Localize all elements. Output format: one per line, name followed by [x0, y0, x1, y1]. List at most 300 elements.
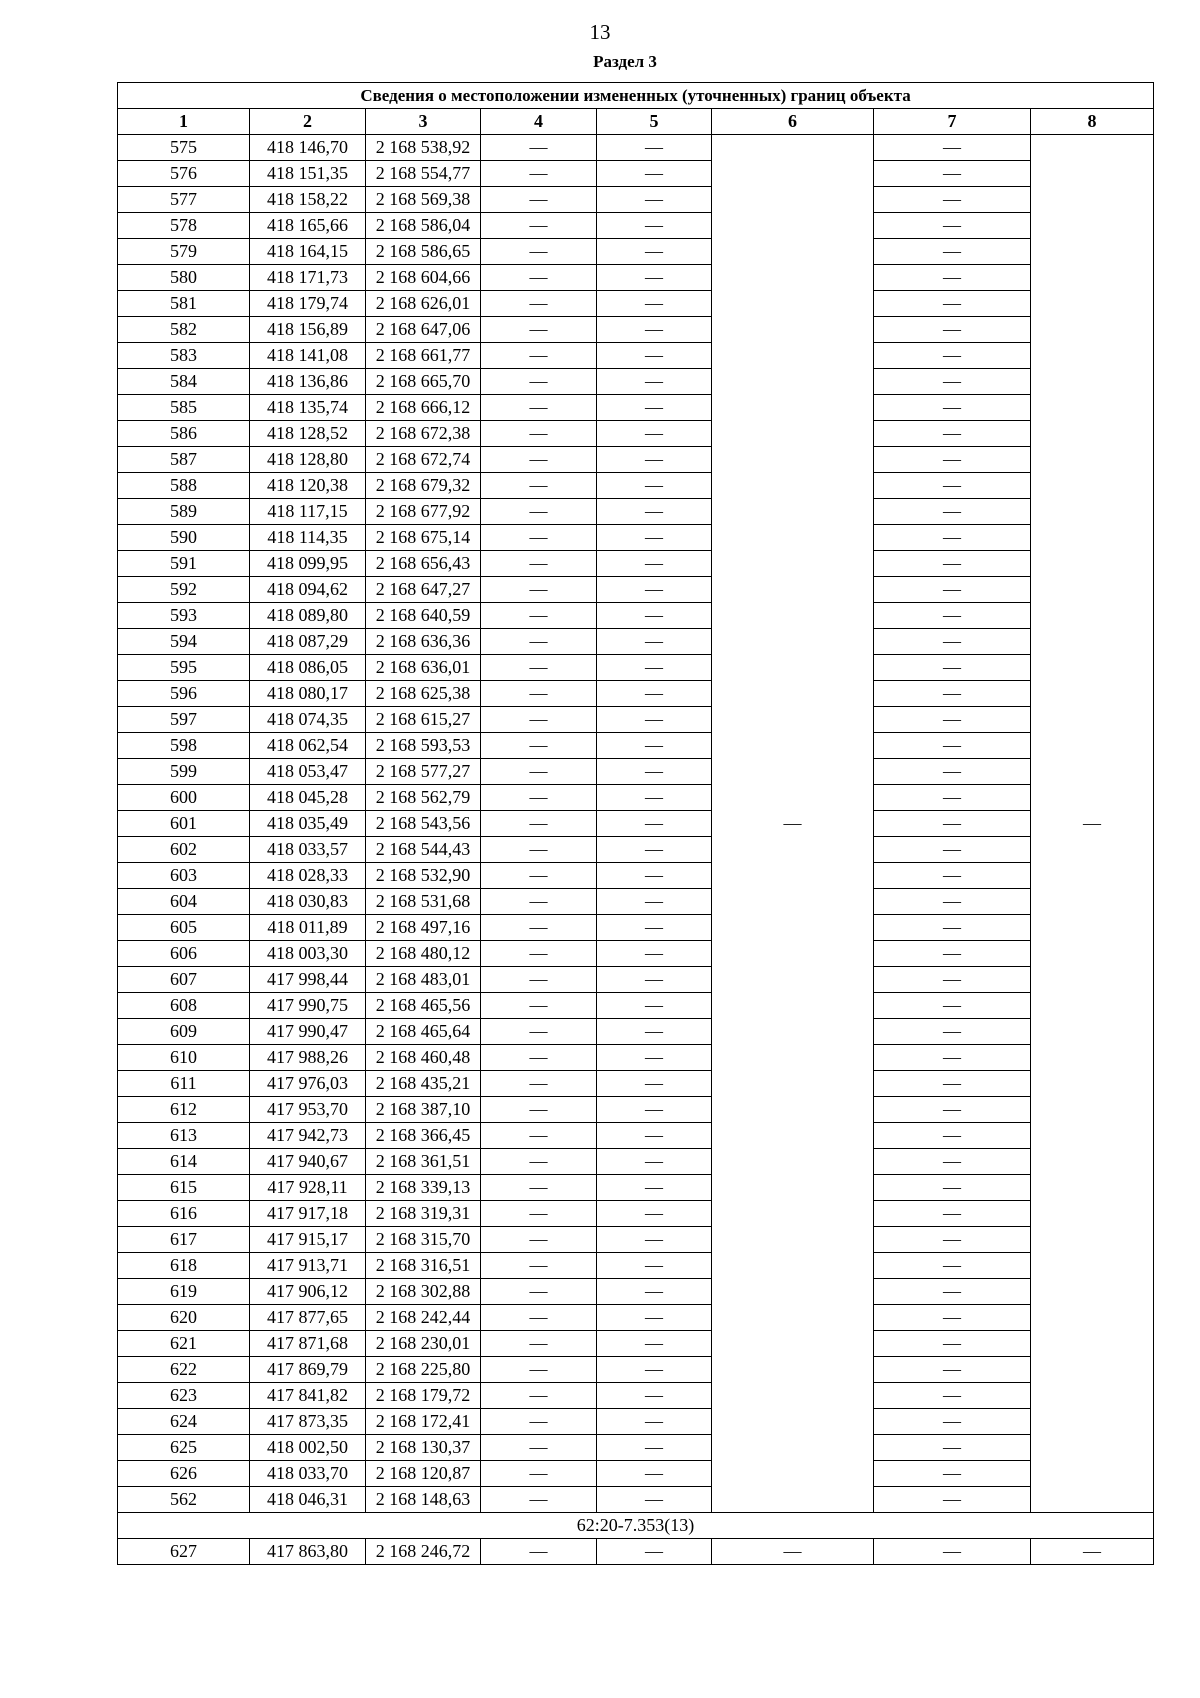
column-4-value: —: [481, 1539, 597, 1565]
column-4-value: —: [481, 161, 597, 187]
table-row: [118, 1227, 1154, 1253]
column-4-value: —: [481, 603, 597, 629]
point-number: 600: [118, 785, 250, 811]
column-4-value: —: [481, 1461, 597, 1487]
column-5-value: —: [597, 551, 712, 577]
coordinate-x: 417 869,79: [250, 1357, 366, 1383]
column-4-value: —: [481, 369, 597, 395]
column-5-value: —: [597, 577, 712, 603]
coordinate-y: 2 168 679,32: [366, 473, 481, 499]
table-row: [118, 707, 1154, 733]
column-7-value: —: [874, 317, 1031, 343]
column-5-value: —: [597, 1305, 712, 1331]
coordinate-x: 418 030,83: [250, 889, 366, 915]
coordinate-x: 418 151,35: [250, 161, 366, 187]
column-7-value: —: [874, 1539, 1031, 1565]
column-header: 5: [597, 109, 712, 135]
coordinate-y: 2 168 497,16: [366, 915, 481, 941]
column-6-value: —: [712, 1539, 874, 1565]
column-4-value: —: [481, 1123, 597, 1149]
column-4-value: —: [481, 915, 597, 941]
column-5-value: —: [597, 1383, 712, 1409]
column-7-value: —: [874, 1435, 1031, 1461]
column-7-value: —: [874, 1097, 1031, 1123]
column-5-value: —: [597, 915, 712, 941]
column-header: 8: [1031, 109, 1154, 135]
column-7-value: —: [874, 499, 1031, 525]
coordinate-y: 2 168 246,72: [366, 1539, 481, 1565]
table-row: [118, 681, 1154, 707]
point-number: 576: [118, 161, 250, 187]
column-8-value: —: [1031, 1539, 1154, 1565]
column-header: 7: [874, 109, 1031, 135]
point-number: 604: [118, 889, 250, 915]
table-row: [118, 343, 1154, 369]
coordinate-y: 2 168 666,12: [366, 395, 481, 421]
coordinate-y: 2 168 483,01: [366, 967, 481, 993]
column-7-value: —: [874, 889, 1031, 915]
coordinate-x: 417 940,67: [250, 1149, 366, 1175]
column-4-value: —: [481, 551, 597, 577]
coordinate-x: 418 128,52: [250, 421, 366, 447]
table-row: [118, 915, 1154, 941]
column-5-value: —: [597, 1123, 712, 1149]
point-number: 616: [118, 1201, 250, 1227]
table-row: [118, 369, 1154, 395]
point-number: 622: [118, 1357, 250, 1383]
column-5-value: —: [597, 681, 712, 707]
column-4-value: —: [481, 1487, 597, 1513]
table-row: [118, 889, 1154, 915]
coordinate-y: 2 168 120,87: [366, 1461, 481, 1487]
coordinate-x: 418 002,50: [250, 1435, 366, 1461]
coordinate-x: 418 028,33: [250, 863, 366, 889]
column-4-value: —: [481, 863, 597, 889]
point-number: 582: [118, 317, 250, 343]
point-number: 609: [118, 1019, 250, 1045]
page-number: 13: [589, 20, 611, 44]
point-number: 578: [118, 213, 250, 239]
column-7-value: —: [874, 1357, 1031, 1383]
point-number: 627: [118, 1539, 250, 1565]
coordinate-x: 418 003,30: [250, 941, 366, 967]
column-4-value: —: [481, 1071, 597, 1097]
column-4-value: —: [481, 837, 597, 863]
table-row: [118, 655, 1154, 681]
column-4-value: —: [481, 447, 597, 473]
column-7-value: —: [874, 837, 1031, 863]
column-header: 6: [712, 109, 874, 135]
column-5-value: —: [597, 161, 712, 187]
table-row: [118, 291, 1154, 317]
coordinate-y: 2 168 615,27: [366, 707, 481, 733]
column-7-value: —: [874, 239, 1031, 265]
point-number: 585: [118, 395, 250, 421]
table-row: [118, 239, 1154, 265]
point-number: 620: [118, 1305, 250, 1331]
coordinate-x: 418 087,29: [250, 629, 366, 655]
column-7-value: —: [874, 655, 1031, 681]
column-4-value: —: [481, 1435, 597, 1461]
table-row: [118, 1097, 1154, 1123]
coordinate-x: 418 033,70: [250, 1461, 366, 1487]
column-4-value: —: [481, 629, 597, 655]
column-7-value: —: [874, 1253, 1031, 1279]
coordinate-y: 2 168 538,92: [366, 135, 481, 161]
column-header: 3: [366, 109, 481, 135]
column-7-value: —: [874, 733, 1031, 759]
point-number: 562: [118, 1487, 250, 1513]
table-body: [118, 135, 1154, 1565]
point-number: 610: [118, 1045, 250, 1071]
column-5-value: —: [597, 1097, 712, 1123]
column-5-value: —: [597, 239, 712, 265]
column-4-value: —: [481, 707, 597, 733]
column-7-value: —: [874, 1123, 1031, 1149]
coordinate-y: 2 168 586,04: [366, 213, 481, 239]
column-4-value: —: [481, 1045, 597, 1071]
table-row: [118, 447, 1154, 473]
coordinate-x: 417 990,75: [250, 993, 366, 1019]
coordinate-x: 417 871,68: [250, 1331, 366, 1357]
point-number: 575: [118, 135, 250, 161]
point-number: 587: [118, 447, 250, 473]
column-7-value: —: [874, 135, 1031, 161]
column-4-value: —: [481, 1149, 597, 1175]
coordinate-y: 2 168 339,13: [366, 1175, 481, 1201]
coordinate-x: 418 171,73: [250, 265, 366, 291]
column-5-value: —: [597, 785, 712, 811]
column-7-value: —: [874, 1461, 1031, 1487]
column-7-value: —: [874, 291, 1031, 317]
coordinate-y: 2 168 604,66: [366, 265, 481, 291]
point-number: 592: [118, 577, 250, 603]
coordinate-x: 418 094,62: [250, 577, 366, 603]
table-row: [118, 629, 1154, 655]
coordinate-y: 2 168 315,70: [366, 1227, 481, 1253]
point-number: 623: [118, 1383, 250, 1409]
table-row: [118, 1357, 1154, 1383]
coordinate-y: 2 168 675,14: [366, 525, 481, 551]
table-row: [118, 603, 1154, 629]
column-4-value: —: [481, 785, 597, 811]
column-7-value: —: [874, 1487, 1031, 1513]
coordinate-y: 2 168 625,38: [366, 681, 481, 707]
table-row: [118, 395, 1154, 421]
column-7-value: —: [874, 785, 1031, 811]
point-number: 626: [118, 1461, 250, 1487]
column-7-value: —: [874, 707, 1031, 733]
column-4-value: —: [481, 265, 597, 291]
point-number: 624: [118, 1409, 250, 1435]
column-5-value: —: [597, 1461, 712, 1487]
point-number: 605: [118, 915, 250, 941]
coordinate-y: 2 168 577,27: [366, 759, 481, 785]
table-row: [118, 1409, 1154, 1435]
point-number: 584: [118, 369, 250, 395]
coordinate-y: 2 168 225,80: [366, 1357, 481, 1383]
point-number: 612: [118, 1097, 250, 1123]
coordinate-x: 418 114,35: [250, 525, 366, 551]
column-4-value: —: [481, 499, 597, 525]
coordinate-y: 2 168 554,77: [366, 161, 481, 187]
coordinate-x: 417 841,82: [250, 1383, 366, 1409]
table-row: [118, 525, 1154, 551]
coordinate-x: 418 046,31: [250, 1487, 366, 1513]
table-row: [118, 1487, 1154, 1513]
coordinate-x: 417 917,18: [250, 1201, 366, 1227]
point-number: 617: [118, 1227, 250, 1253]
column-7-value: —: [874, 1409, 1031, 1435]
coordinate-x: 418 045,28: [250, 785, 366, 811]
column-5-value: —: [597, 499, 712, 525]
coordinate-x: 418 164,15: [250, 239, 366, 265]
table-row: [118, 473, 1154, 499]
coordinate-y: 2 168 435,21: [366, 1071, 481, 1097]
table-row: [118, 1279, 1154, 1305]
coordinate-y: 2 168 661,77: [366, 343, 481, 369]
column-5-value: —: [597, 447, 712, 473]
coordinate-y: 2 168 672,74: [366, 447, 481, 473]
coordinate-y: 2 168 626,01: [366, 291, 481, 317]
coordinate-x: 417 998,44: [250, 967, 366, 993]
point-number: 601: [118, 811, 250, 837]
column-4-value: —: [481, 733, 597, 759]
coordinate-y: 2 168 636,01: [366, 655, 481, 681]
point-number: 606: [118, 941, 250, 967]
coordinate-y: 2 168 647,27: [366, 577, 481, 603]
table-row: [118, 161, 1154, 187]
column-7-value: —: [874, 603, 1031, 629]
coordinate-x: 418 080,17: [250, 681, 366, 707]
point-number: 603: [118, 863, 250, 889]
column-7-value: —: [874, 681, 1031, 707]
column-7-value: —: [874, 577, 1031, 603]
column-5-value: —: [597, 993, 712, 1019]
column-5-value: —: [597, 1279, 712, 1305]
column-5-value: —: [597, 1149, 712, 1175]
coordinate-x: 417 906,12: [250, 1279, 366, 1305]
coordinate-x: 417 863,80: [250, 1539, 366, 1565]
point-number: 579: [118, 239, 250, 265]
column-5-value: —: [597, 1175, 712, 1201]
table-row: [118, 1461, 1154, 1487]
column-5-value: —: [597, 343, 712, 369]
table-row: [118, 863, 1154, 889]
point-number: 602: [118, 837, 250, 863]
column-7-value: —: [874, 1201, 1031, 1227]
column-4-value: —: [481, 577, 597, 603]
table-row: [118, 837, 1154, 863]
column-5-value: —: [597, 135, 712, 161]
point-number: 596: [118, 681, 250, 707]
column-4-value: —: [481, 1097, 597, 1123]
column-7-value: —: [874, 1305, 1031, 1331]
coordinate-x: 418 179,74: [250, 291, 366, 317]
coordinate-y: 2 168 316,51: [366, 1253, 481, 1279]
column-header: 2: [250, 109, 366, 135]
column-7-value: —: [874, 967, 1031, 993]
coordinate-x: 418 136,86: [250, 369, 366, 395]
column-7-value: —: [874, 759, 1031, 785]
point-number: 614: [118, 1149, 250, 1175]
column-5-value: —: [597, 1539, 712, 1565]
column-7-value: —: [874, 811, 1031, 837]
column-header: 1: [118, 109, 250, 135]
column-7-value: —: [874, 629, 1031, 655]
column-5-value: —: [597, 1071, 712, 1097]
column-4-value: —: [481, 525, 597, 551]
coordinate-y: 2 168 636,36: [366, 629, 481, 655]
point-number: 625: [118, 1435, 250, 1461]
column-7-value: —: [874, 265, 1031, 291]
coordinate-x: 418 120,38: [250, 473, 366, 499]
column-7-value: —: [874, 1071, 1031, 1097]
table-row: [118, 135, 1154, 161]
column-4-value: —: [481, 343, 597, 369]
coordinate-y: 2 168 172,41: [366, 1409, 481, 1435]
table-row: [118, 577, 1154, 603]
table-row: [118, 1071, 1154, 1097]
column-4-value: —: [481, 1227, 597, 1253]
column-7-value: —: [874, 551, 1031, 577]
column-4-value: —: [481, 317, 597, 343]
table-row: [118, 265, 1154, 291]
table-row: [118, 1175, 1154, 1201]
point-number: 619: [118, 1279, 250, 1305]
table-row: [118, 759, 1154, 785]
column-7-value: —: [874, 863, 1031, 889]
point-number: 594: [118, 629, 250, 655]
coordinate-x: 418 158,22: [250, 187, 366, 213]
column-5-value: —: [597, 421, 712, 447]
column-5-value: —: [597, 967, 712, 993]
coordinate-y: 2 168 242,44: [366, 1305, 481, 1331]
column-5-value: —: [597, 187, 712, 213]
column-4-value: —: [481, 993, 597, 1019]
point-number: 586: [118, 421, 250, 447]
column-5-value: —: [597, 265, 712, 291]
coordinate-x: 417 976,03: [250, 1071, 366, 1097]
column-5-value: —: [597, 707, 712, 733]
column-5-value: —: [597, 1331, 712, 1357]
column-5-value: —: [597, 525, 712, 551]
coordinate-x: 417 915,17: [250, 1227, 366, 1253]
column-5-value: —: [597, 733, 712, 759]
column-7-value: —: [874, 915, 1031, 941]
coordinate-y: 2 168 302,88: [366, 1279, 481, 1305]
column-8-merged-value: —: [1031, 135, 1154, 1513]
column-5-value: —: [597, 1227, 712, 1253]
column-7-value: —: [874, 1331, 1031, 1357]
column-5-value: —: [597, 603, 712, 629]
column-5-value: —: [597, 317, 712, 343]
coordinate-y: 2 168 531,68: [366, 889, 481, 915]
point-number: 595: [118, 655, 250, 681]
coordinate-y: 2 168 148,63: [366, 1487, 481, 1513]
column-7-value: —: [874, 1279, 1031, 1305]
point-number: 577: [118, 187, 250, 213]
table-row: [118, 1201, 1154, 1227]
table-row: [118, 993, 1154, 1019]
coordinate-x: 418 099,95: [250, 551, 366, 577]
column-5-value: —: [597, 655, 712, 681]
column-5-value: —: [597, 213, 712, 239]
column-5-value: —: [597, 941, 712, 967]
column-4-value: —: [481, 239, 597, 265]
group-label-row: [118, 1513, 1154, 1539]
column-5-value: —: [597, 1435, 712, 1461]
coordinate-y: 2 168 593,53: [366, 733, 481, 759]
table-caption: Сведения о местоположении измененных (уточненных) границ объекта: [118, 83, 1154, 109]
coordinate-y: 2 168 319,31: [366, 1201, 481, 1227]
column-4-value: —: [481, 395, 597, 421]
coordinate-x: 417 877,65: [250, 1305, 366, 1331]
column-4-value: —: [481, 473, 597, 499]
coordinate-x: 418 011,89: [250, 915, 366, 941]
table-row: [118, 811, 1154, 837]
coordinate-x: 417 988,26: [250, 1045, 366, 1071]
table-row: [118, 1123, 1154, 1149]
coordinate-y: 2 168 569,38: [366, 187, 481, 213]
coordinate-y: 2 168 465,64: [366, 1019, 481, 1045]
point-number: 590: [118, 525, 250, 551]
column-7-value: —: [874, 1019, 1031, 1045]
column-5-value: —: [597, 1409, 712, 1435]
point-number: 580: [118, 265, 250, 291]
point-number: 598: [118, 733, 250, 759]
coordinate-y: 2 168 532,90: [366, 863, 481, 889]
column-4-value: —: [481, 811, 597, 837]
column-7-value: —: [874, 213, 1031, 239]
coordinate-x: 418 117,15: [250, 499, 366, 525]
column-4-value: —: [481, 655, 597, 681]
column-4-value: —: [481, 967, 597, 993]
column-7-value: —: [874, 369, 1031, 395]
point-number: 615: [118, 1175, 250, 1201]
column-4-value: —: [481, 1201, 597, 1227]
column-4-value: —: [481, 1279, 597, 1305]
coordinate-y: 2 168 387,10: [366, 1097, 481, 1123]
coordinate-y: 2 168 230,01: [366, 1331, 481, 1357]
coordinate-x: 418 074,35: [250, 707, 366, 733]
column-4-value: —: [481, 759, 597, 785]
point-number: 618: [118, 1253, 250, 1279]
column-7-value: —: [874, 941, 1031, 967]
table-row: [118, 187, 1154, 213]
column-5-value: —: [597, 1357, 712, 1383]
column-7-value: —: [874, 447, 1031, 473]
column-5-value: —: [597, 863, 712, 889]
column-4-value: —: [481, 291, 597, 317]
column-4-value: —: [481, 1305, 597, 1331]
coordinate-x: 418 033,57: [250, 837, 366, 863]
cadastral-number-label: 62:20-7.353(13): [118, 1513, 1154, 1539]
table-row: [118, 421, 1154, 447]
point-number: 581: [118, 291, 250, 317]
column-7-value: —: [874, 161, 1031, 187]
coordinate-x: 417 942,73: [250, 1123, 366, 1149]
column-4-value: —: [481, 941, 597, 967]
coordinate-x: 417 953,70: [250, 1097, 366, 1123]
coordinate-x: 418 156,89: [250, 317, 366, 343]
table-row: [118, 1149, 1154, 1175]
column-5-value: —: [597, 395, 712, 421]
coordinate-x: 417 913,71: [250, 1253, 366, 1279]
coordinate-y: 2 168 460,48: [366, 1045, 481, 1071]
column-5-value: —: [597, 1019, 712, 1045]
coordinate-y: 2 168 480,12: [366, 941, 481, 967]
